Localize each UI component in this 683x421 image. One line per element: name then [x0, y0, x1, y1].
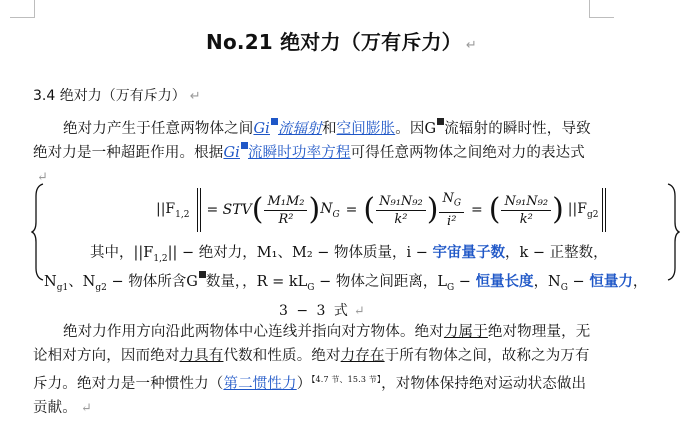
desc2-a-sub: g1 — [56, 282, 69, 293]
desc2-a: N — [44, 274, 57, 290]
eq-equals-1: = — [345, 202, 358, 218]
paragraph-mark: ↵ — [189, 89, 201, 104]
para1-text-3b: 流辐射的瞬时性，导致绝对力是一种超距作用。根据 — [33, 121, 591, 161]
link-power-eq-tail: 流瞬时功率方程 — [247, 145, 351, 161]
equation-description-1 — [90, 241, 608, 264]
desc2-i: − — [567, 274, 590, 290]
link-gi-tail: 流辐射 — [277, 121, 322, 137]
eq-frac-ngi: $\frac{N_G}{\text{i²}}$ — [439, 190, 464, 231]
link-gi-label-2: Gi — [223, 145, 240, 161]
link-second-inertial-force[interactable]: 第二惯性力 — [223, 376, 297, 392]
paragraph-mark: ↵ — [37, 170, 49, 185]
para2-text-4: 于所有物体之间，故称之为万有斥力。绝对力是一种惯性力（ — [33, 348, 590, 392]
desc2-h-sub: G — [560, 282, 568, 293]
para2-underline-2: 力具有 — [179, 348, 224, 364]
paragraph-mark: ↵ — [80, 401, 92, 416]
eq-ng: $N_G$ — [320, 200, 340, 220]
link-space-expansion[interactable]: 空间膨胀 — [336, 121, 396, 137]
paragraph-mark: ↵ — [353, 304, 367, 319]
equation-number — [279, 300, 367, 320]
equation-block — [0, 185, 683, 235]
link-gi-flow-radiation[interactable] — [253, 121, 321, 137]
desc2-d-sub: G — [307, 282, 315, 293]
link-constant-force[interactable]: 恒量力 — [589, 273, 633, 290]
page-title — [0, 26, 683, 55]
para2-text-2: 绝对物理量，无论相对方向，因而绝对 — [33, 324, 591, 364]
page-title-text: No.21 绝对力（万有斥力） — [206, 30, 462, 54]
paragraph-mark: ↵ — [465, 38, 477, 53]
para1-text-1: 绝对力产生于任意两物体之间 — [63, 121, 254, 137]
para2-text-5: ） — [296, 376, 312, 392]
eq-lhs: $||F_{1,2}$ — [156, 200, 190, 220]
eq-stv: = STV — [206, 202, 252, 218]
desc2-e: − 物体之间距离，L — [314, 274, 447, 290]
desc1-sub: 1,2 — [153, 253, 168, 264]
desc2-e-sub: G — [446, 282, 455, 293]
anchor-marker-icon — [241, 142, 248, 149]
desc1-part-a: 其中，||F — [90, 245, 154, 261]
paragraph-intro — [33, 117, 593, 190]
para1-text-2: 和 — [321, 121, 337, 137]
eq-equals-2: = — [471, 202, 483, 218]
section-reference: 【4.7 节、15.3 节】 — [311, 375, 382, 384]
para1-text-4: 可得任意两物体之间绝对力的表达式 — [350, 145, 585, 161]
para2-underline-1: 力属于 — [443, 324, 488, 340]
desc2-d: 数量，，R = kL — [205, 274, 308, 290]
desc2-c: − 物体所含G — [106, 274, 198, 290]
link-cosmic-quantum-number[interactable]: 宇宙量子数 — [432, 244, 506, 261]
page-corner-top-right — [589, 0, 614, 18]
equation-description-2 — [44, 270, 647, 293]
para2-text-6: ，对物体保持绝对运动状态做出贡献。 — [33, 376, 587, 416]
desc2-b-sub: g2 — [95, 282, 107, 293]
para2-text-1: 绝对力作用方向沿此两物体中心连线并指向对方物体。绝对 — [63, 324, 444, 340]
eq-rhs: $||F_{g2}$ — [567, 200, 599, 220]
desc1-part-d: ，k − 正整数， — [505, 245, 608, 261]
para2-text-3: 代数和性质。绝对 — [223, 348, 341, 364]
eq-frac-mass: $\frac{\text{M₁M₂}}{\text{R²}}$ — [264, 193, 307, 228]
link-gi-power-equation[interactable] — [223, 145, 350, 161]
desc2-k: ， — [632, 274, 648, 290]
para2-underline-3: 力存在 — [340, 348, 385, 364]
equation-number-text: 3 − 3 式 — [279, 303, 350, 319]
paragraph-properties — [33, 320, 593, 421]
section-heading — [33, 85, 201, 105]
desc2-h: ，N — [533, 274, 561, 290]
link-gi-label: Gi — [253, 121, 270, 137]
anchor-marker-icon — [271, 118, 278, 125]
anchor-marker-icon — [199, 271, 206, 278]
equation-line: $||F_{1,2}$ = STV ( $\frac{\text{M₁M₂}}{\text{R²}}$ ) $N_G$ = ( $\frac{\text{N₉₁N₉₂}}{\text{k²}}$ ) $\frac{N_G}{\text{i²}}$ = ( $\frac{\text{N₉₁N₉₂}}{\text{k²}}$ ) $||F_{g2}$ — [156, 185, 607, 235]
para1-text-3: 。因G — [395, 121, 437, 137]
page-corner-top-left — [10, 0, 35, 18]
eq-frac-ng: $\frac{\text{N₉₁N₉₂}}{\text{k²}}$ — [376, 193, 426, 228]
link-constant-length[interactable]: 恒量长度 — [475, 273, 534, 290]
desc2-f: − — [454, 274, 476, 290]
eq-frac-ng-2: $\frac{\text{N₉₁N₉₂}}{\text{k²}}$ — [501, 193, 551, 228]
desc1-part-b: || − 绝对力，M₁、M₂ − 物体质量，i − — [167, 245, 433, 261]
desc2-b: 、N — [68, 274, 96, 290]
section-heading-text: 3.4 绝对力（万有斥力） — [33, 88, 186, 104]
